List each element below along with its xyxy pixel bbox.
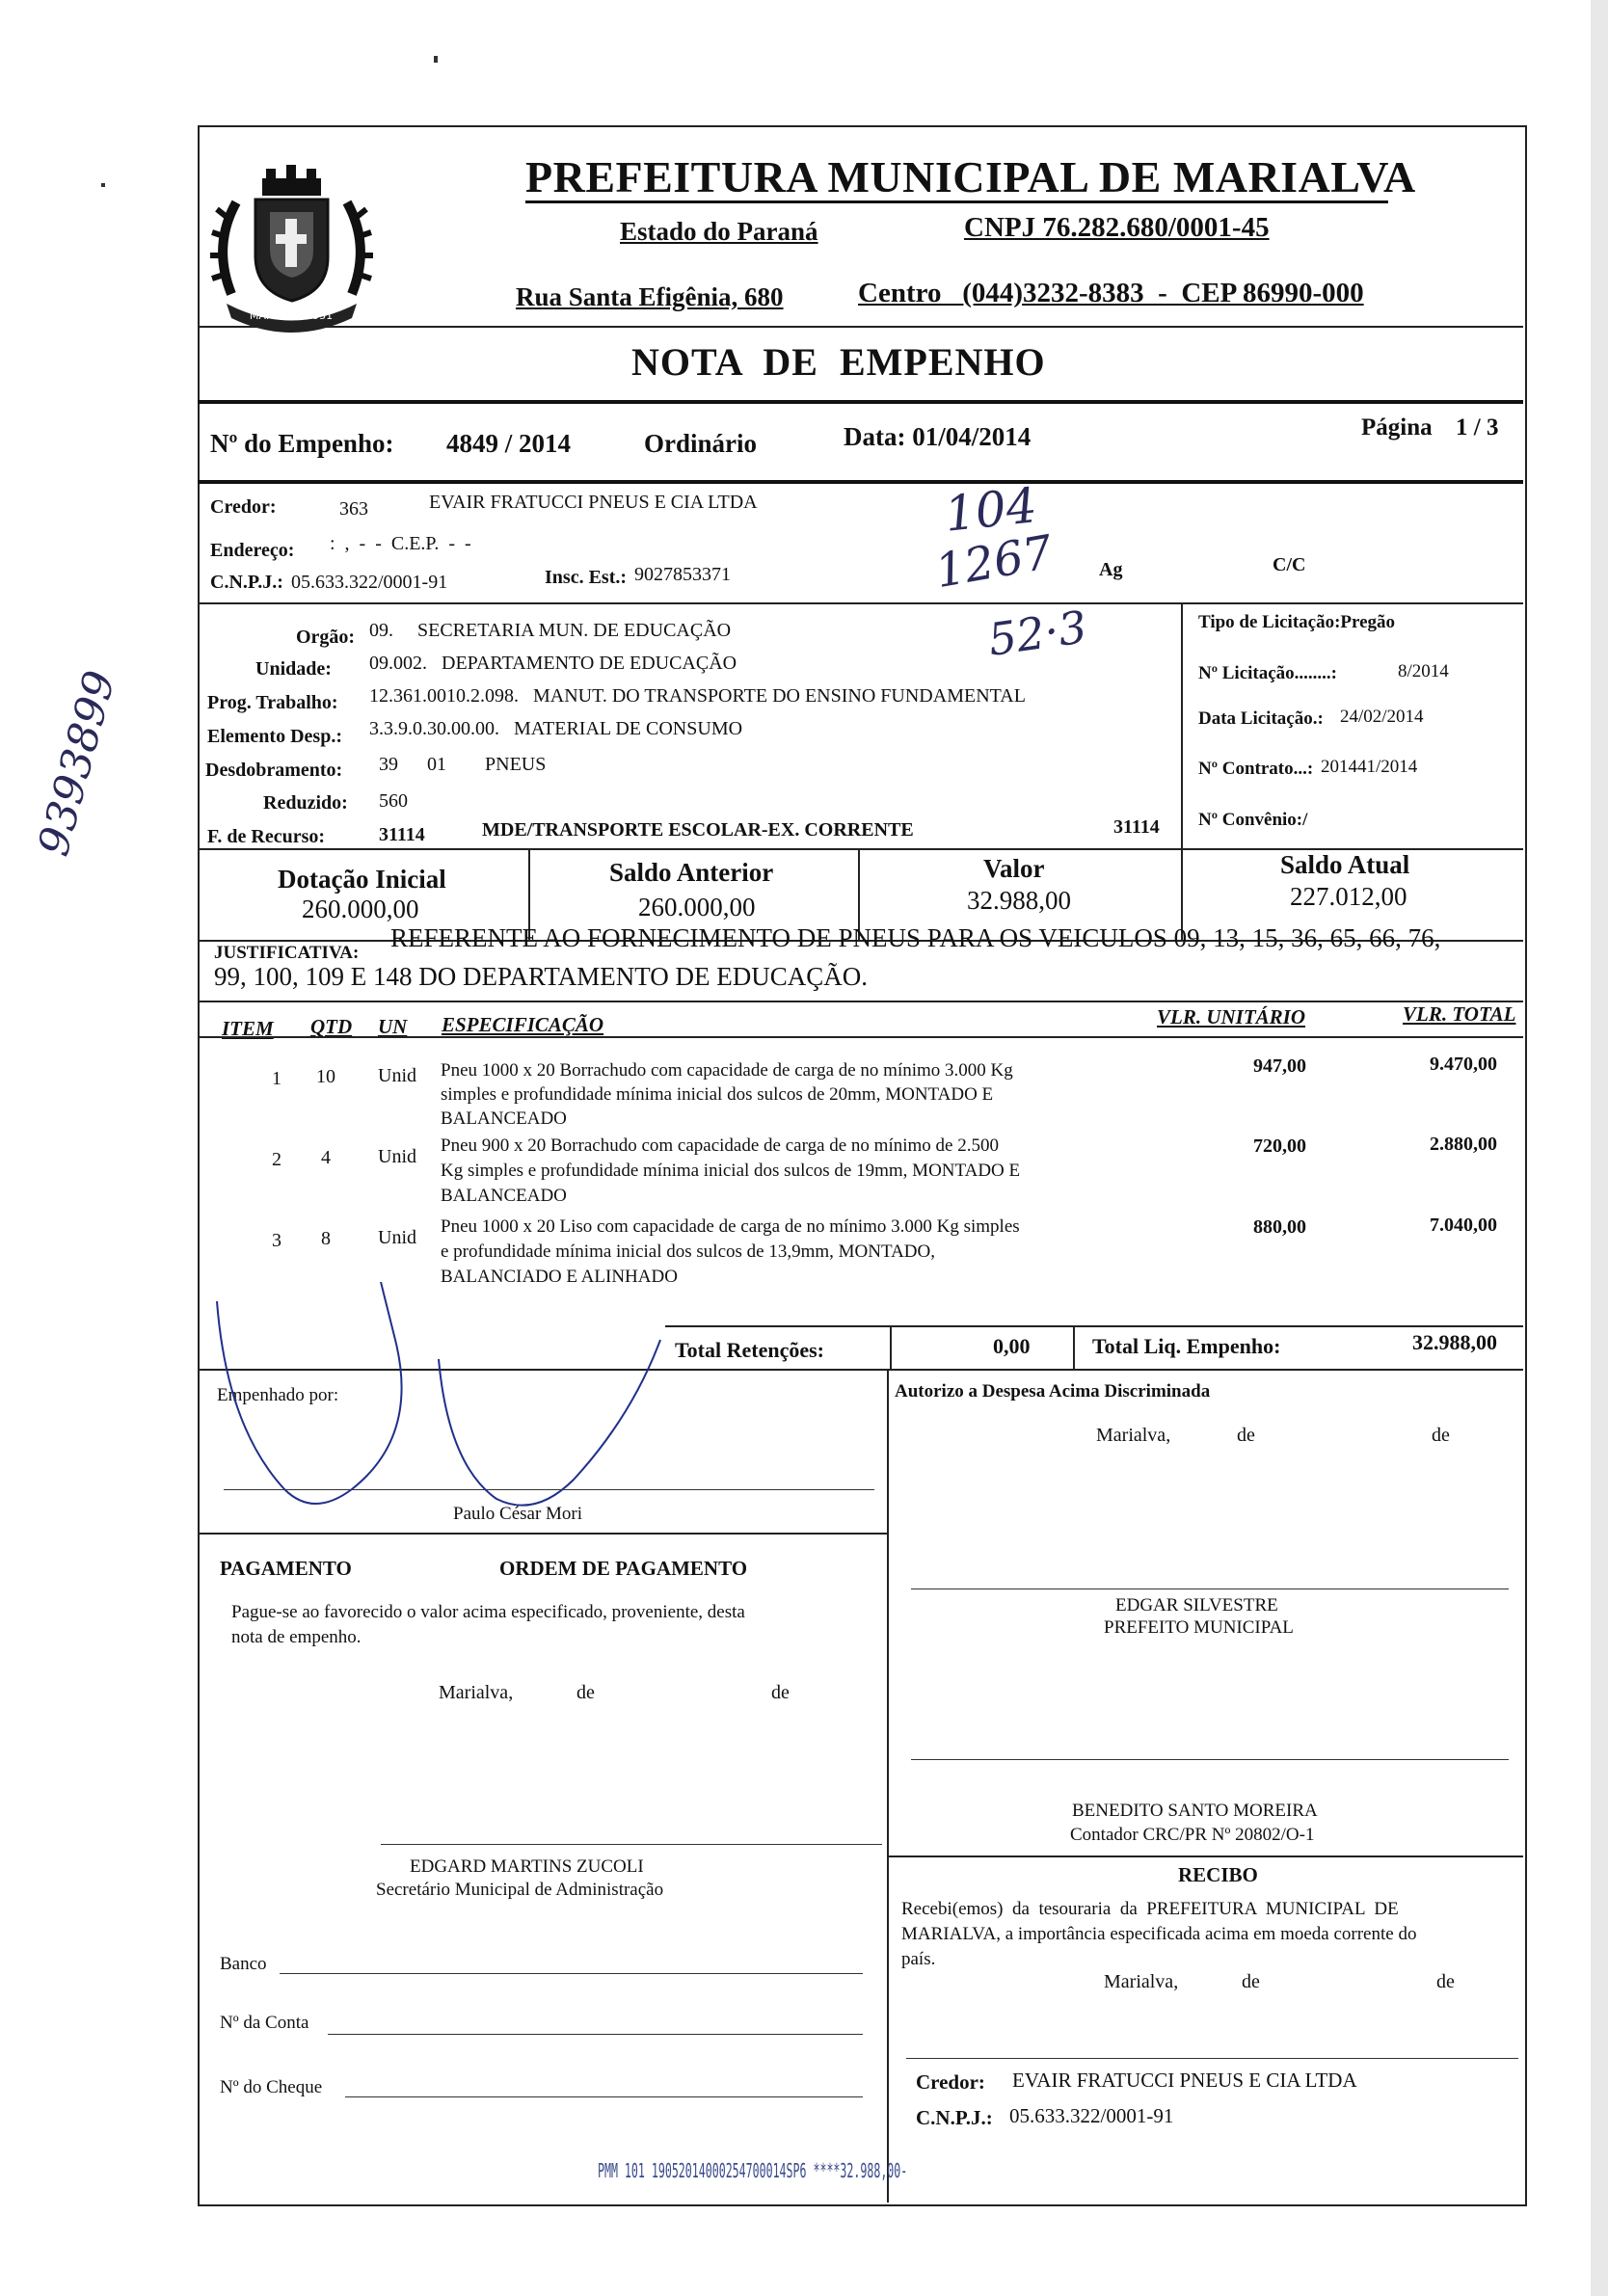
col-un-header: UN [378, 1015, 408, 1038]
item-unit: Unid [378, 1065, 416, 1086]
item-description: Pneu 900 x 20 Borrachudo com capacidade de carga de no mínimo de 2.500 [441, 1135, 999, 1156]
recurso-description: MDE/TRANSPORTE ESCOLAR-EX. CORRENTE [482, 819, 914, 841]
header-address: Rua Santa Efigênia, 680 [516, 282, 784, 311]
saldo-anterior-label: Saldo Anterior [609, 858, 774, 887]
ordem-pagamento-title: ORDEM DE PAGAMENTO [499, 1557, 748, 1580]
col-total-value-header: VLR. TOTAL [1403, 1002, 1516, 1026]
pagamento-text: Pague-se ao favorecido o valor acima especificado, proveniente, desta [231, 1602, 745, 1622]
item-description: BALANCIADO E ALINHADO [441, 1267, 678, 1287]
retencoes-label: Total Retenções: [675, 1338, 824, 1362]
col-item-header: ITEM [222, 1017, 274, 1040]
date-de: de [1242, 1971, 1260, 1992]
cnpj-value: 05.633.322/0001-91 [291, 572, 448, 593]
item-unit-price: 720,00 [1253, 1135, 1306, 1157]
prefeito-cargo: PREFEITO MUNICIPAL [1104, 1617, 1294, 1638]
item-qtd: 10 [316, 1066, 335, 1087]
cheque-label: Nº do Cheque [220, 2077, 323, 2097]
conta-line [328, 2034, 863, 2035]
pagamento-title: PAGAMENTO [220, 1557, 352, 1580]
banco-label: Banco [220, 1954, 267, 1974]
divider [198, 1001, 1523, 1002]
contrato-label: Nº Contrato...: [1198, 759, 1314, 779]
divider [198, 326, 1523, 328]
item-total-price: 2.880,00 [1430, 1134, 1497, 1155]
insc-label: Insc. Est.: [545, 567, 628, 588]
autorizo-text: Autorizo a Despesa Acima Discriminada [895, 1381, 1211, 1402]
credor-code: 363 [339, 498, 368, 520]
valor-label: Valor [983, 854, 1045, 883]
liquido-value: 32.988,00 [1412, 1330, 1497, 1354]
coat-of-arms-logo [202, 159, 381, 337]
cheque-line [345, 2096, 863, 2097]
prefeito-nome: EDGAR SILVESTRE [1115, 1595, 1278, 1615]
header-contact: Centro (044)3232-8383 - CEP 86990-000 [858, 278, 1364, 308]
date-de: de [576, 1682, 595, 1703]
agencia-label: Ag [1099, 559, 1123, 580]
signature-line [911, 1759, 1509, 1760]
convenio: Nº Convênio:/ [1198, 810, 1308, 830]
empenhado-label: Empenhado por: [217, 1385, 339, 1405]
divider [665, 1325, 1523, 1327]
unidade-value: 09.002. DEPARTAMENTO DE EDUCAÇÃO [369, 653, 737, 674]
licitacao-numero: 8/2014 [1398, 661, 1449, 681]
divider [887, 1855, 1523, 1857]
prog-value: 12.361.0010.2.098. MANUT. DO TRANSPORTE DO ENSINO FUNDAMENTAL [369, 685, 1026, 707]
justificativa-label: JUSTIFICATIVA: [214, 943, 360, 963]
item-description: Kg simples e profundidade mínima inicial dos sulcos de 19mm, MONTADO E [441, 1161, 1021, 1181]
endereco-label: Endereço: [210, 540, 295, 561]
scan-edge [1591, 0, 1608, 2296]
divider [198, 1533, 887, 1535]
divider [198, 480, 1523, 484]
item-unit: Unid [378, 1227, 416, 1248]
licitacao-numero-label: Nº Licitação........: [1198, 663, 1337, 683]
reduzido-value: 560 [379, 790, 408, 812]
divider [1073, 1325, 1075, 1369]
orgao-value: 09. SECRETARIA MUN. DE EDUCAÇÃO [369, 620, 732, 641]
saldo-atual-label: Saldo Atual [1280, 850, 1410, 879]
recibo-text: MARIALVA, a importância especificada acima em moeda corrente do [901, 1924, 1417, 1944]
endereco-value: : , - - C.E.P. - - [330, 533, 471, 554]
item-total-price: 7.040,00 [1430, 1215, 1497, 1236]
liquido-label: Total Liq. Empenho: [1092, 1334, 1281, 1358]
recibo-cnpj-label: C.N.P.J.: [916, 2106, 993, 2129]
divider [887, 1369, 889, 2203]
divider [198, 602, 1523, 604]
justificativa-line1: REFERENTE AO FORNECIMENTO DE PNEUS PARA OS VEICULOS 09, 13, 15, 36, 65, 66, 76, [390, 923, 1441, 952]
prog-label: Prog. Trabalho: [207, 692, 338, 713]
date-de: de [1432, 1425, 1450, 1446]
credor-label: Credor: [210, 496, 277, 518]
empenhado-nome: Paulo César Mori [453, 1504, 583, 1524]
date-de: de [1436, 1971, 1455, 1992]
justificativa-line2: 99, 100, 109 E 148 DO DEPARTAMENTO DE EDUCAÇÃO. [214, 962, 868, 991]
dotacao-label: Dotação Inicial [278, 865, 446, 894]
item-description: Pneu 1000 x 20 Liso com capacidade de carga de no mínimo 3.000 Kg simples [441, 1216, 1020, 1237]
recibo-cnpj-value: 05.633.322/0001-91 [1009, 2104, 1174, 2127]
item-unit: Unid [378, 1146, 416, 1167]
item-number: 1 [272, 1068, 281, 1089]
signature-scribble [207, 1282, 689, 1533]
empenho-type: Ordinário [644, 429, 758, 458]
item-total-price: 9.470,00 [1430, 1054, 1497, 1075]
licitacao-data-label: Data Licitação.: [1198, 708, 1324, 729]
valor-value: 32.988,00 [967, 886, 1071, 915]
document-type-title: NOTA DE EMPENHO [631, 340, 1046, 384]
item-description: BALANCEADO [441, 1108, 567, 1129]
pagamento-text: nota de empenho. [231, 1627, 362, 1647]
marialva-label: Marialva, [1104, 1971, 1179, 1992]
recurso-code-2: 31114 [1113, 816, 1160, 838]
desdobramento-value: 39 01 PNEUS [379, 754, 547, 775]
retencoes-value: 0,00 [993, 1334, 1031, 1358]
recibo-text: país. [901, 1949, 936, 1969]
cnpj-label: C.N.P.J.: [210, 572, 283, 593]
item-qtd: 4 [321, 1147, 331, 1168]
handwritten-note: 104 [942, 477, 1040, 543]
page-number: 1 / 3 [1456, 414, 1499, 441]
secretario-cargo: Secretário Municipal de Administração [376, 1880, 664, 1900]
contador-cargo: Contador CRC/PR Nº 20802/O-1 [1070, 1825, 1315, 1845]
date-de: de [771, 1682, 790, 1703]
scan-speck [101, 183, 105, 187]
recurso-label: F. de Recurso: [207, 826, 326, 847]
handwritten-note: 1267 [931, 524, 1058, 600]
item-description: e profundidade mínima inicial dos sulcos de 13,9mm, MONTADO, [441, 1241, 935, 1262]
recurso-code: 31114 [379, 824, 425, 845]
empenho-number: 4849 / 2014 [446, 429, 572, 458]
handwritten-note: 9393899 [29, 665, 125, 862]
state-name: Estado do Paraná [620, 217, 818, 246]
item-unit-price: 947,00 [1253, 1055, 1306, 1077]
saldo-atual-value: 227.012,00 [1290, 882, 1407, 911]
item-qtd: 8 [321, 1228, 331, 1249]
item-number: 3 [272, 1230, 281, 1251]
item-description: BALANCEADO [441, 1186, 567, 1206]
contrato-value: 201441/2014 [1321, 757, 1418, 777]
marialva-label: Marialva, [439, 1682, 514, 1703]
conta-label: Nº da Conta [220, 2013, 309, 2033]
contador-nome: BENEDITO SANTO MOREIRA [1072, 1801, 1318, 1821]
licitacao-tipo: Tipo de Licitação:Pregão [1198, 612, 1396, 632]
footer-code: PMM 101 19052014000254700014SP6 ****32.988,00- [598, 2159, 908, 2182]
item-unit-price: 880,00 [1253, 1216, 1306, 1238]
divider [1181, 602, 1183, 848]
elemento-label: Elemento Desp.: [207, 726, 342, 747]
divider [198, 1036, 1523, 1038]
page-title: PREFEITURA MUNICIPAL DE MARIALVA [525, 152, 1416, 201]
elemento-value: 3.3.9.0.30.00.00. MATERIAL DE CONSUMO [369, 718, 743, 739]
dotacao-value: 260.000,00 [302, 894, 419, 923]
recibo-title: RECIBO [1178, 1863, 1258, 1886]
insc-value: 9027853371 [634, 564, 731, 585]
signature-line [906, 2058, 1518, 2059]
title-underline [525, 200, 1388, 203]
scan-speck [434, 56, 438, 63]
date-de: de [1237, 1425, 1255, 1446]
handwritten-note: 52·3 [984, 601, 1090, 666]
page-label: Página [1361, 414, 1433, 441]
recibo-credor-label: Credor: [916, 2070, 985, 2094]
recibo-text: Recebi(emos) da tesouraria da PREFEITURA MUNICIPAL DE [901, 1899, 1399, 1919]
desdobramento-label: Desdobramento: [205, 760, 343, 781]
conta-label: C/C [1273, 554, 1306, 575]
item-number: 2 [272, 1149, 281, 1170]
marialva-label: Marialva, [1096, 1425, 1171, 1446]
recibo-credor-value: EVAIR FRATUCCI PNEUS E CIA LTDA [1012, 2069, 1357, 2092]
col-unit-value-header: VLR. UNITÁRIO [1157, 1005, 1306, 1028]
banco-line [280, 1973, 863, 1974]
item-description: simples e profundidade mínima inicial dos sulcos de 20mm, MONTADO E [441, 1084, 994, 1105]
licitacao-data: 24/02/2014 [1340, 707, 1424, 727]
item-description: Pneu 1000 x 20 Borrachudo com capacidade de carga de no mínimo 3.000 Kg [441, 1060, 1013, 1081]
saldo-anterior-value: 260.000,00 [638, 893, 756, 921]
secretario-nome: EDGARD MARTINS ZUCOLI [410, 1856, 644, 1877]
col-qtd-header: QTD [310, 1015, 353, 1038]
orgao-label: Orgão: [296, 627, 356, 648]
unidade-label: Unidade: [255, 658, 332, 680]
col-especificacao-header: ESPECIFICAÇÃO [442, 1013, 604, 1036]
credor-name: EVAIR FRATUCCI PNEUS E CIA LTDA [429, 492, 758, 513]
empenho-date: Data: 01/04/2014 [844, 422, 1032, 451]
divider [198, 400, 1523, 404]
svg-text:MARIALVA 1951: MARIALVA 1951 [249, 309, 334, 322]
divider [890, 1325, 892, 1369]
empenho-label: Nº do Empenho: [210, 429, 394, 458]
header-cnpj: CNPJ 76.282.680/0001-45 [964, 212, 1270, 243]
reduzido-label: Reduzido: [263, 792, 348, 814]
signature-line [381, 1844, 882, 1845]
